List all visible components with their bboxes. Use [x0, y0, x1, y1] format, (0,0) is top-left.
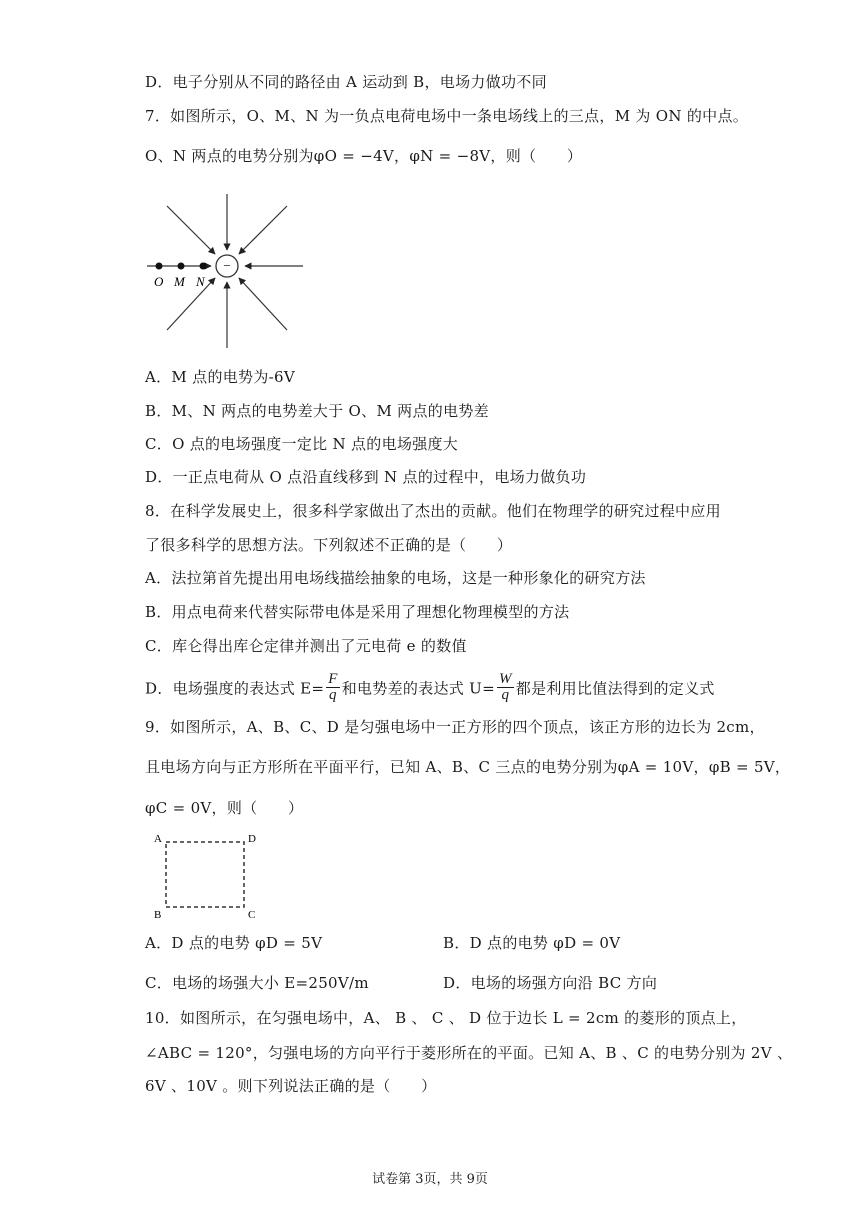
q7-option-b: B．M、N 两点的电势差大于 O、M 两点的电势差: [145, 402, 489, 420]
q8-d-suffix: 都是利用比值法得到的定义式: [515, 679, 715, 698]
q7-option-d: D．一正点电荷从 O 点沿直线移到 N 点的过程中，电场力做负功: [145, 468, 587, 486]
q8-d-prefix: D．电场强度的表达式 E=: [145, 679, 325, 698]
q8-option-d: [145, 671, 715, 705]
fraction-w-over-q: $\frac{W}{q}$: [498, 671, 512, 703]
label-c: C: [248, 909, 256, 920]
q7-option-c: C．O 点的电场强度一定比 N 点的电场强度大: [145, 435, 459, 453]
q7-stem-line-1: 7．如图所示，O、M、N 为一负点电荷电场中一条电场线上的三点，M 为 ON 的中点。: [145, 107, 749, 125]
fraction-f-over-q: $\frac{F}{q}$: [328, 671, 338, 703]
q9-stem-line-2: 且电场方向与正方形所在平面平行，已知 A、B、C 三点的电势分别为φA = 10V，φB = 5V，: [145, 758, 791, 776]
q8-stem-line-2: 了很多科学的思想方法。下列叙述不正确的是（ ）: [145, 536, 513, 554]
q9-option-c: C．电场的场强大小 E=250V/m: [145, 974, 369, 992]
q7-field-figure: [145, 192, 307, 352]
q7-stem-line-2: O、N 两点的电势分别为φO = −4V，φN = −8V，则（ ）: [145, 147, 583, 165]
q8-d-middle: 和电势差的表达式 U=: [341, 679, 495, 698]
q9-stem-line-3: φC = 0V，则（ ）: [145, 799, 304, 817]
label-a: A: [154, 833, 162, 845]
q10-stem-line-1: 10．如图所示，在匀强电场中，A、 B 、 C 、 D 位于边长 L = 2cm 的菱形的顶点上，: [145, 1009, 747, 1027]
q9-option-b: B．D 点的电势 φD = 0V: [443, 934, 621, 952]
q9-option-d: D．电场的场强方向沿 BC 方向: [443, 974, 658, 992]
label-o: O: [154, 274, 164, 289]
q8-stem-line-1: 8．在科学发展史上，很多科学家做出了杰出的贡献。他们在物理学的研究过程中应用: [145, 502, 721, 520]
q10-stem-line-2: ∠ABC = 120°，匀强电场的方向平行于菱形所在的平面。已知 A、B 、C 的电势分别为 2V 、: [145, 1044, 793, 1062]
label-d: D: [248, 833, 256, 845]
q8-option-a: A．法拉第首先提出用电场线描绘抽象的电场，这是一种形象化的研究方法: [145, 569, 646, 587]
q10-stem-line-3: 6V 、10V 。则下列说法正确的是（ ）: [145, 1077, 437, 1095]
q9-square-figure: [150, 830, 265, 920]
q9-stem-line-1: 9．如图所示，A、B、C、D 是匀强电场中一正方形的四个顶点，该正方形的边长为 2cm，: [145, 718, 765, 736]
q8-option-b: B．用点电荷来代替实际带电体是采用了理想化物理模型的方法: [145, 603, 570, 621]
charge-symbol: −: [223, 258, 231, 273]
label-b: B: [154, 909, 162, 920]
q6-option-d: D．电子分别从不同的路径由 A 运动到 B，电场力做功不同: [145, 73, 547, 91]
q9-option-a: A．D 点的电势 φD = 5V: [145, 934, 323, 952]
label-m: M: [174, 274, 185, 289]
q7-option-a: A．M 点的电势为-6V: [145, 368, 296, 386]
q8-option-c: C．库仑得出库仑定律并测出了元电荷 e 的数值: [145, 637, 467, 655]
label-n: N: [196, 274, 205, 289]
page-footer: 试卷第 3页，共 9页: [372, 1172, 488, 1187]
